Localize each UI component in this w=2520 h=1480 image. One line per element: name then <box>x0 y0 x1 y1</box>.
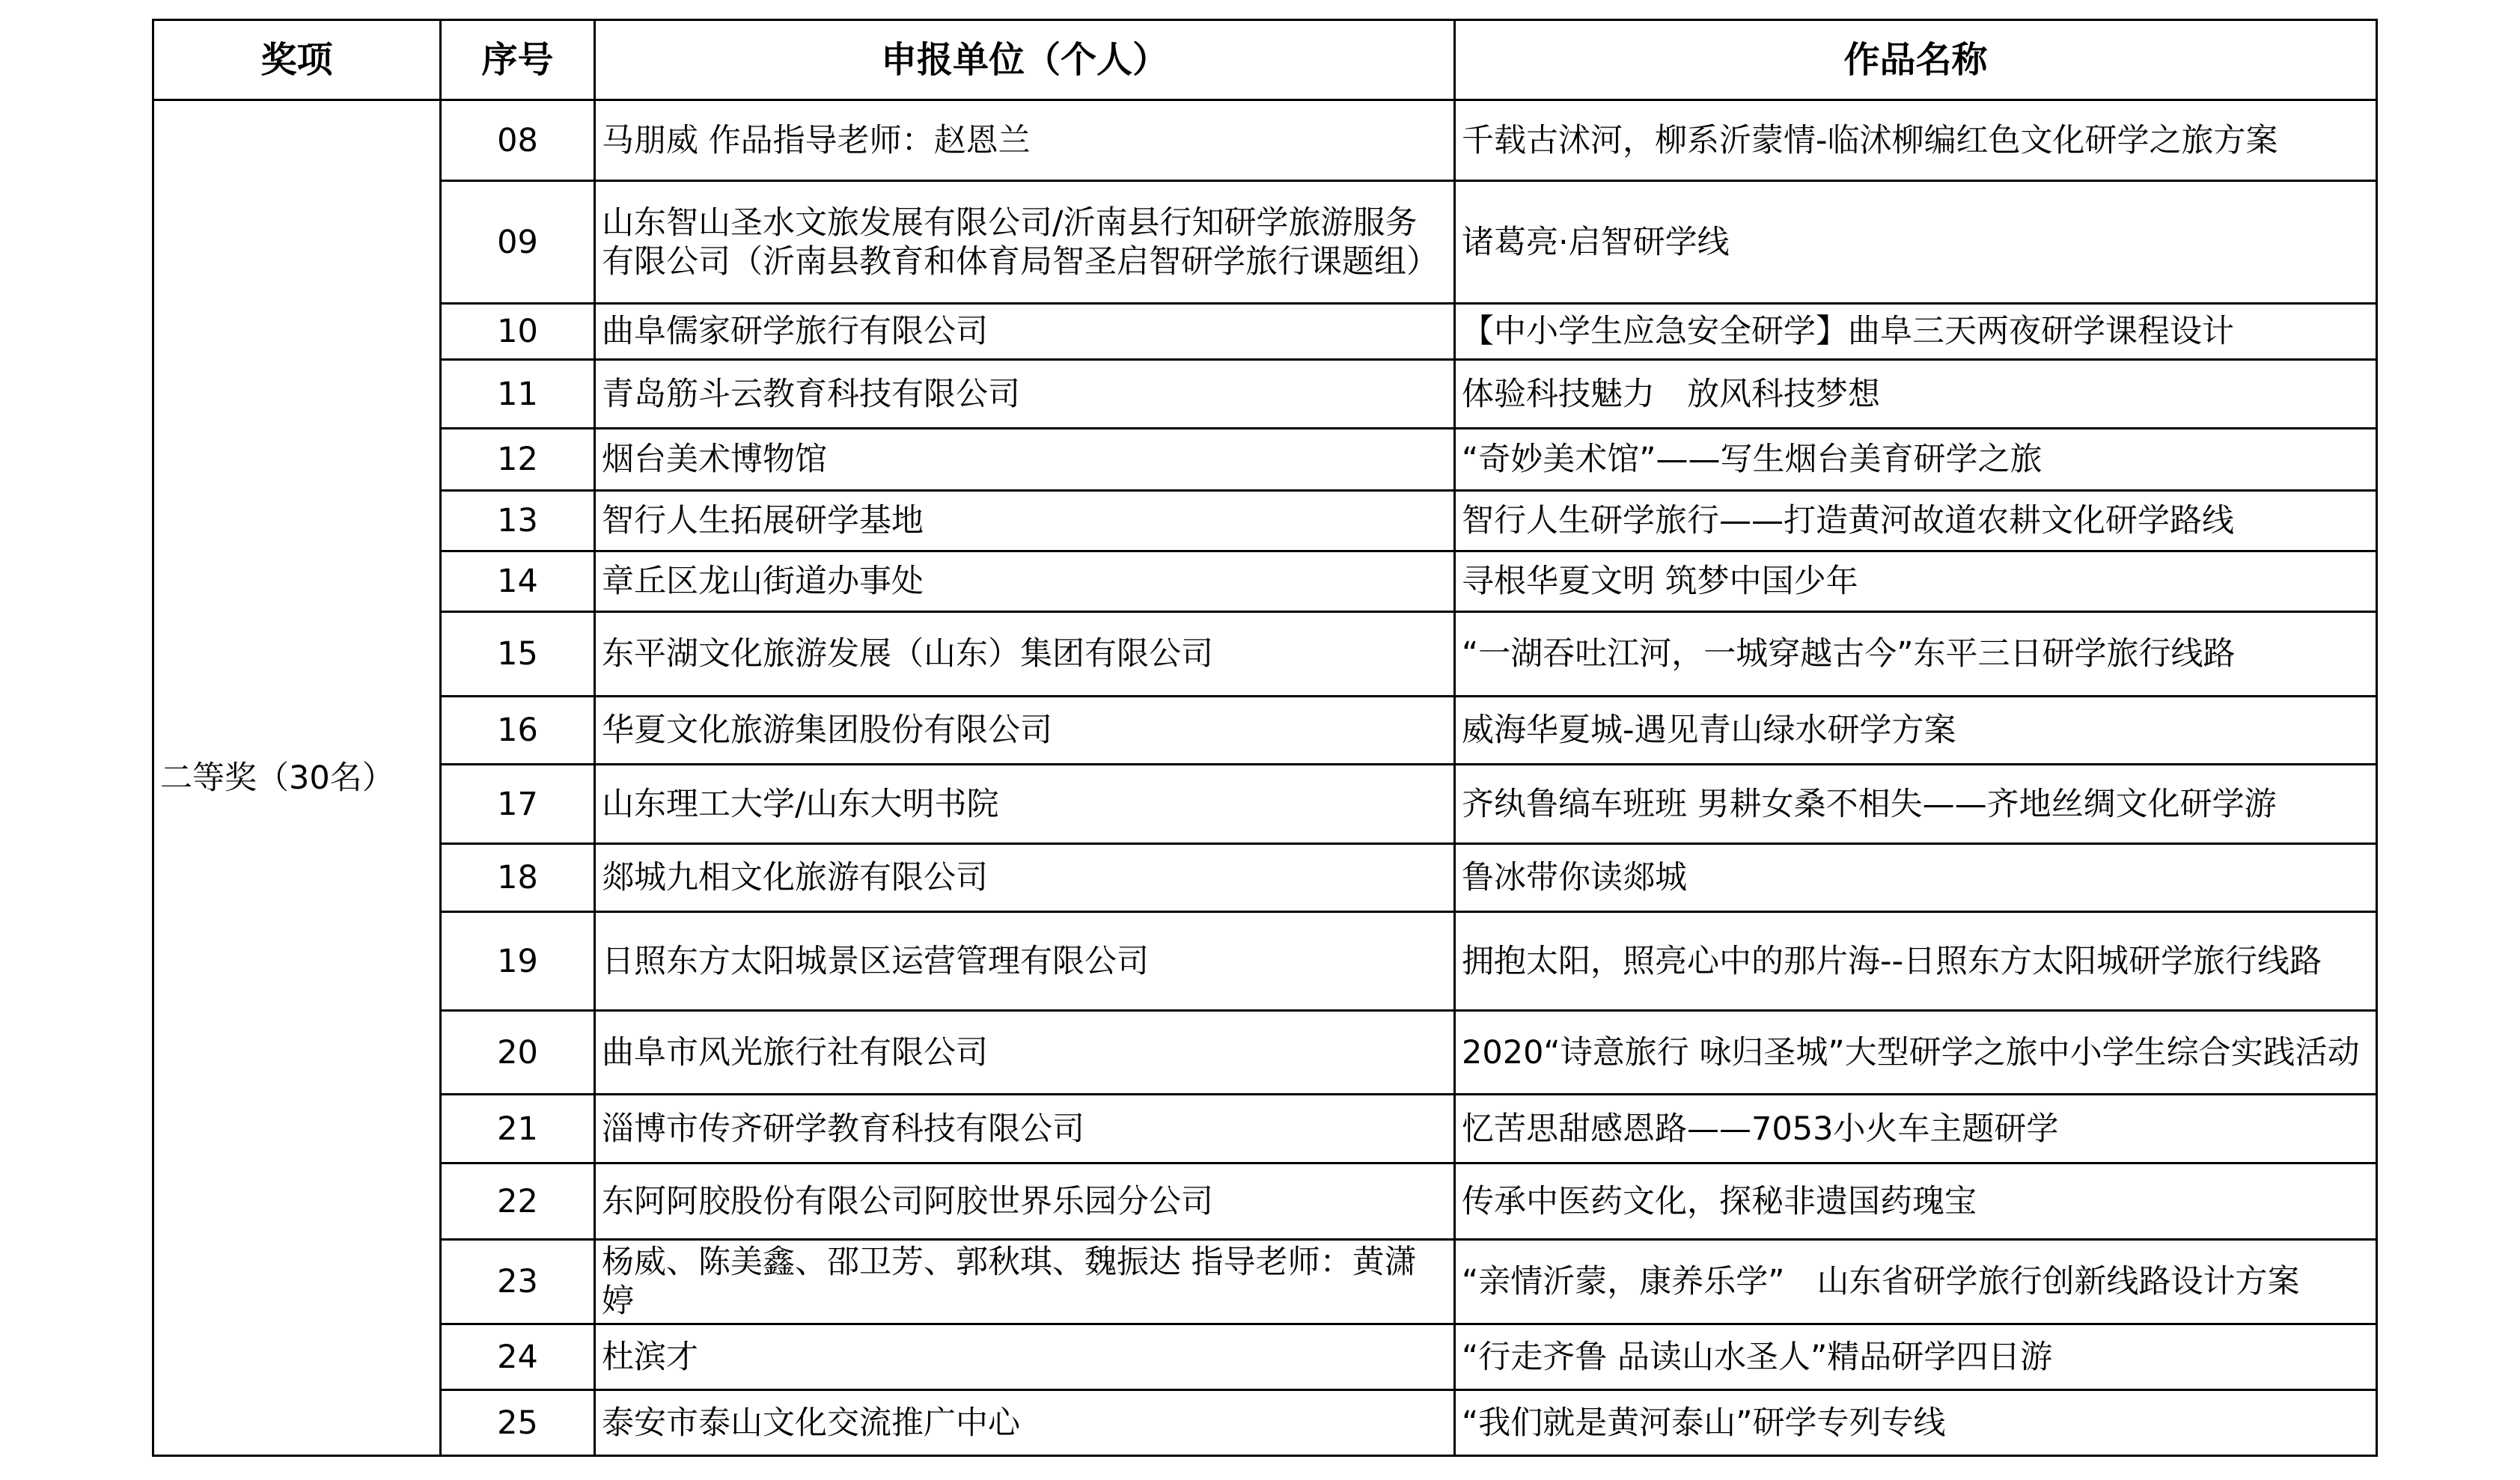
work-text: “亲情沂蒙，康养乐学” 山东省研学旅行创新线路设计方案 <box>1462 1263 2300 1300</box>
table-row <box>153 912 2377 1011</box>
header-unit: 申报单位（个人） <box>595 20 1455 100</box>
unit-cell <box>595 181 1455 304</box>
unit-text: 山东理工大学/山东大明书院 <box>602 785 999 823</box>
unit-text: 曲阜市风光旅行社有限公司 <box>602 1033 988 1071</box>
unit-text: 山东智山圣水文旅发展有限公司/沂南县行知研学旅游服务有限公司（沂南县教育和体育局智圣启智研学旅行课题组） <box>602 204 1439 281</box>
work-cell <box>1455 1095 2377 1163</box>
unit-cell <box>595 912 1455 1011</box>
table-row <box>153 100 2377 181</box>
work-cell <box>1455 765 2377 844</box>
work-text: 鲁冰带你读郯城 <box>1462 859 1687 896</box>
table-row <box>153 1163 2377 1240</box>
unit-cell <box>595 491 1455 551</box>
unit-text: 华夏文化旅游集团股份有限公司 <box>602 712 1052 749</box>
award-table <box>152 19 2378 1457</box>
unit-cell <box>595 551 1455 612</box>
unit-cell <box>595 765 1455 844</box>
work-text: 【中小学生应急安全研学】曲阜三天两夜研学课程设计 <box>1462 313 2234 350</box>
work-cell <box>1455 612 2377 697</box>
seq-cell: 13 <box>441 491 595 551</box>
work-text: 忆苦思甜感恩路——7053小火车主题研学 <box>1462 1110 2059 1148</box>
header-award: 奖项 <box>153 20 441 100</box>
seq-cell: 12 <box>441 429 595 491</box>
table-row <box>153 1324 2377 1390</box>
work-cell <box>1455 912 2377 1011</box>
work-text: “我们就是黄河泰山”研学专列专线 <box>1462 1404 1946 1442</box>
work-text: “奇妙美术馆”——写生烟台美育研学之旅 <box>1462 441 2042 478</box>
work-text: 千载古沭河，柳系沂蒙情-临沭柳编红色文化研学之旅方案 <box>1462 121 2278 159</box>
unit-text: 东平湖文化旅游发展（山东）集团有限公司 <box>602 635 1213 673</box>
table-row <box>153 551 2377 612</box>
header-seq: 序号 <box>441 20 595 100</box>
table-row <box>153 765 2377 844</box>
work-cell <box>1455 697 2377 765</box>
seq-cell: 11 <box>441 360 595 429</box>
unit-text: 淄博市传齐研学教育科技有限公司 <box>602 1110 1084 1148</box>
work-cell <box>1455 1011 2377 1095</box>
seq-cell: 23 <box>441 1240 595 1324</box>
unit-text: 郯城九相文化旅游有限公司 <box>602 859 988 896</box>
work-cell <box>1455 491 2377 551</box>
unit-text: 智行人生拓展研学基地 <box>602 502 924 539</box>
table-row <box>153 1095 2377 1163</box>
work-cell <box>1455 844 2377 912</box>
work-cell <box>1455 429 2377 491</box>
table-row <box>153 429 2377 491</box>
work-cell <box>1455 304 2377 360</box>
seq-cell: 20 <box>441 1011 595 1095</box>
unit-cell <box>595 1324 1455 1390</box>
unit-cell <box>595 1163 1455 1240</box>
work-cell <box>1455 1163 2377 1240</box>
seq-cell: 10 <box>441 304 595 360</box>
unit-cell <box>595 304 1455 360</box>
work-cell <box>1455 1240 2377 1324</box>
seq-cell: 09 <box>441 181 595 304</box>
table-row <box>153 181 2377 304</box>
header-row <box>153 20 2377 100</box>
work-text: 寻根华夏文明 筑梦中国少年 <box>1462 563 1858 600</box>
unit-cell <box>595 1390 1455 1456</box>
seq-cell: 17 <box>441 765 595 844</box>
table-row <box>153 304 2377 360</box>
seq-cell: 19 <box>441 912 595 1011</box>
unit-cell <box>595 1095 1455 1163</box>
unit-text: 马朋威 作品指导老师：赵恩兰 <box>602 121 1031 159</box>
unit-text: 章丘区龙山街道办事处 <box>602 563 924 600</box>
work-cell <box>1455 1390 2377 1456</box>
unit-text: 东阿阿胶股份有限公司阿胶世界乐园分公司 <box>602 1182 1213 1220</box>
table-row <box>153 360 2377 429</box>
work-cell <box>1455 1324 2377 1390</box>
work-text: 威海华夏城-遇见青山绿水研学方案 <box>1462 712 1956 749</box>
unit-text: 曲阜儒家研学旅行有限公司 <box>602 313 988 350</box>
unit-text: 烟台美术博物馆 <box>602 441 827 478</box>
table-row <box>153 612 2377 697</box>
seq-cell: 25 <box>441 1390 595 1456</box>
work-text: 拥抱太阳，照亮心中的那片海--日照东方太阳城研学旅行线路 <box>1462 942 2322 980</box>
seq-cell: 16 <box>441 697 595 765</box>
seq-cell: 15 <box>441 612 595 697</box>
seq-cell: 08 <box>441 100 595 181</box>
unit-cell <box>595 697 1455 765</box>
table-row <box>153 1390 2377 1456</box>
unit-cell <box>595 360 1455 429</box>
unit-cell <box>595 100 1455 181</box>
unit-cell <box>595 844 1455 912</box>
seq-cell: 21 <box>441 1095 595 1163</box>
work-text: 2020“诗意旅行 咏归圣城”大型研学之旅中小学生综合实践活动 <box>1462 1033 2360 1071</box>
work-cell <box>1455 551 2377 612</box>
work-text: 齐纨鲁缟车班班 男耕女桑不相失——齐地丝绸文化研学游 <box>1462 785 2277 823</box>
table-row <box>153 1011 2377 1095</box>
work-cell <box>1455 360 2377 429</box>
unit-text: 杜滨才 <box>602 1338 698 1376</box>
work-text: 体验科技魅力 放风科技梦想 <box>1462 375 1880 413</box>
seq-cell: 18 <box>441 844 595 912</box>
work-text: 诸葛亮·启智研学线 <box>1462 223 1730 261</box>
unit-cell <box>595 612 1455 697</box>
work-text: 智行人生研学旅行——打造黄河故道农耕文化研学路线 <box>1462 502 2234 539</box>
unit-text: 杨威、陈美鑫、邵卫芳、郭秋琪、魏振达 指导老师：黄潇婷 <box>602 1244 1417 1320</box>
work-cell <box>1455 100 2377 181</box>
table-row <box>153 491 2377 551</box>
unit-cell <box>595 1011 1455 1095</box>
seq-cell: 22 <box>441 1163 595 1240</box>
work-text: 传承中医药文化，探秘非遗国药瑰宝 <box>1462 1182 1977 1220</box>
unit-text: 泰安市泰山文化交流推广中心 <box>602 1404 1020 1442</box>
unit-cell <box>595 429 1455 491</box>
unit-cell <box>595 1240 1455 1324</box>
unit-text: 日照东方太阳城景区运营管理有限公司 <box>602 942 1149 980</box>
work-text: “行走齐鲁 品读山水圣人”精品研学四日游 <box>1462 1338 2053 1376</box>
table-row <box>153 697 2377 765</box>
award-category-cell: 二等奖（30名） <box>153 100 441 1456</box>
work-cell <box>1455 181 2377 304</box>
table-row <box>153 844 2377 912</box>
seq-cell: 14 <box>441 551 595 612</box>
work-text: “一湖吞吐江河，一城穿越古今”东平三日研学旅行线路 <box>1462 635 2236 673</box>
unit-text: 青岛筋斗云教育科技有限公司 <box>602 375 1020 413</box>
seq-cell: 24 <box>441 1324 595 1390</box>
table-row <box>153 1240 2377 1324</box>
header-work: 作品名称 <box>1455 20 2377 100</box>
